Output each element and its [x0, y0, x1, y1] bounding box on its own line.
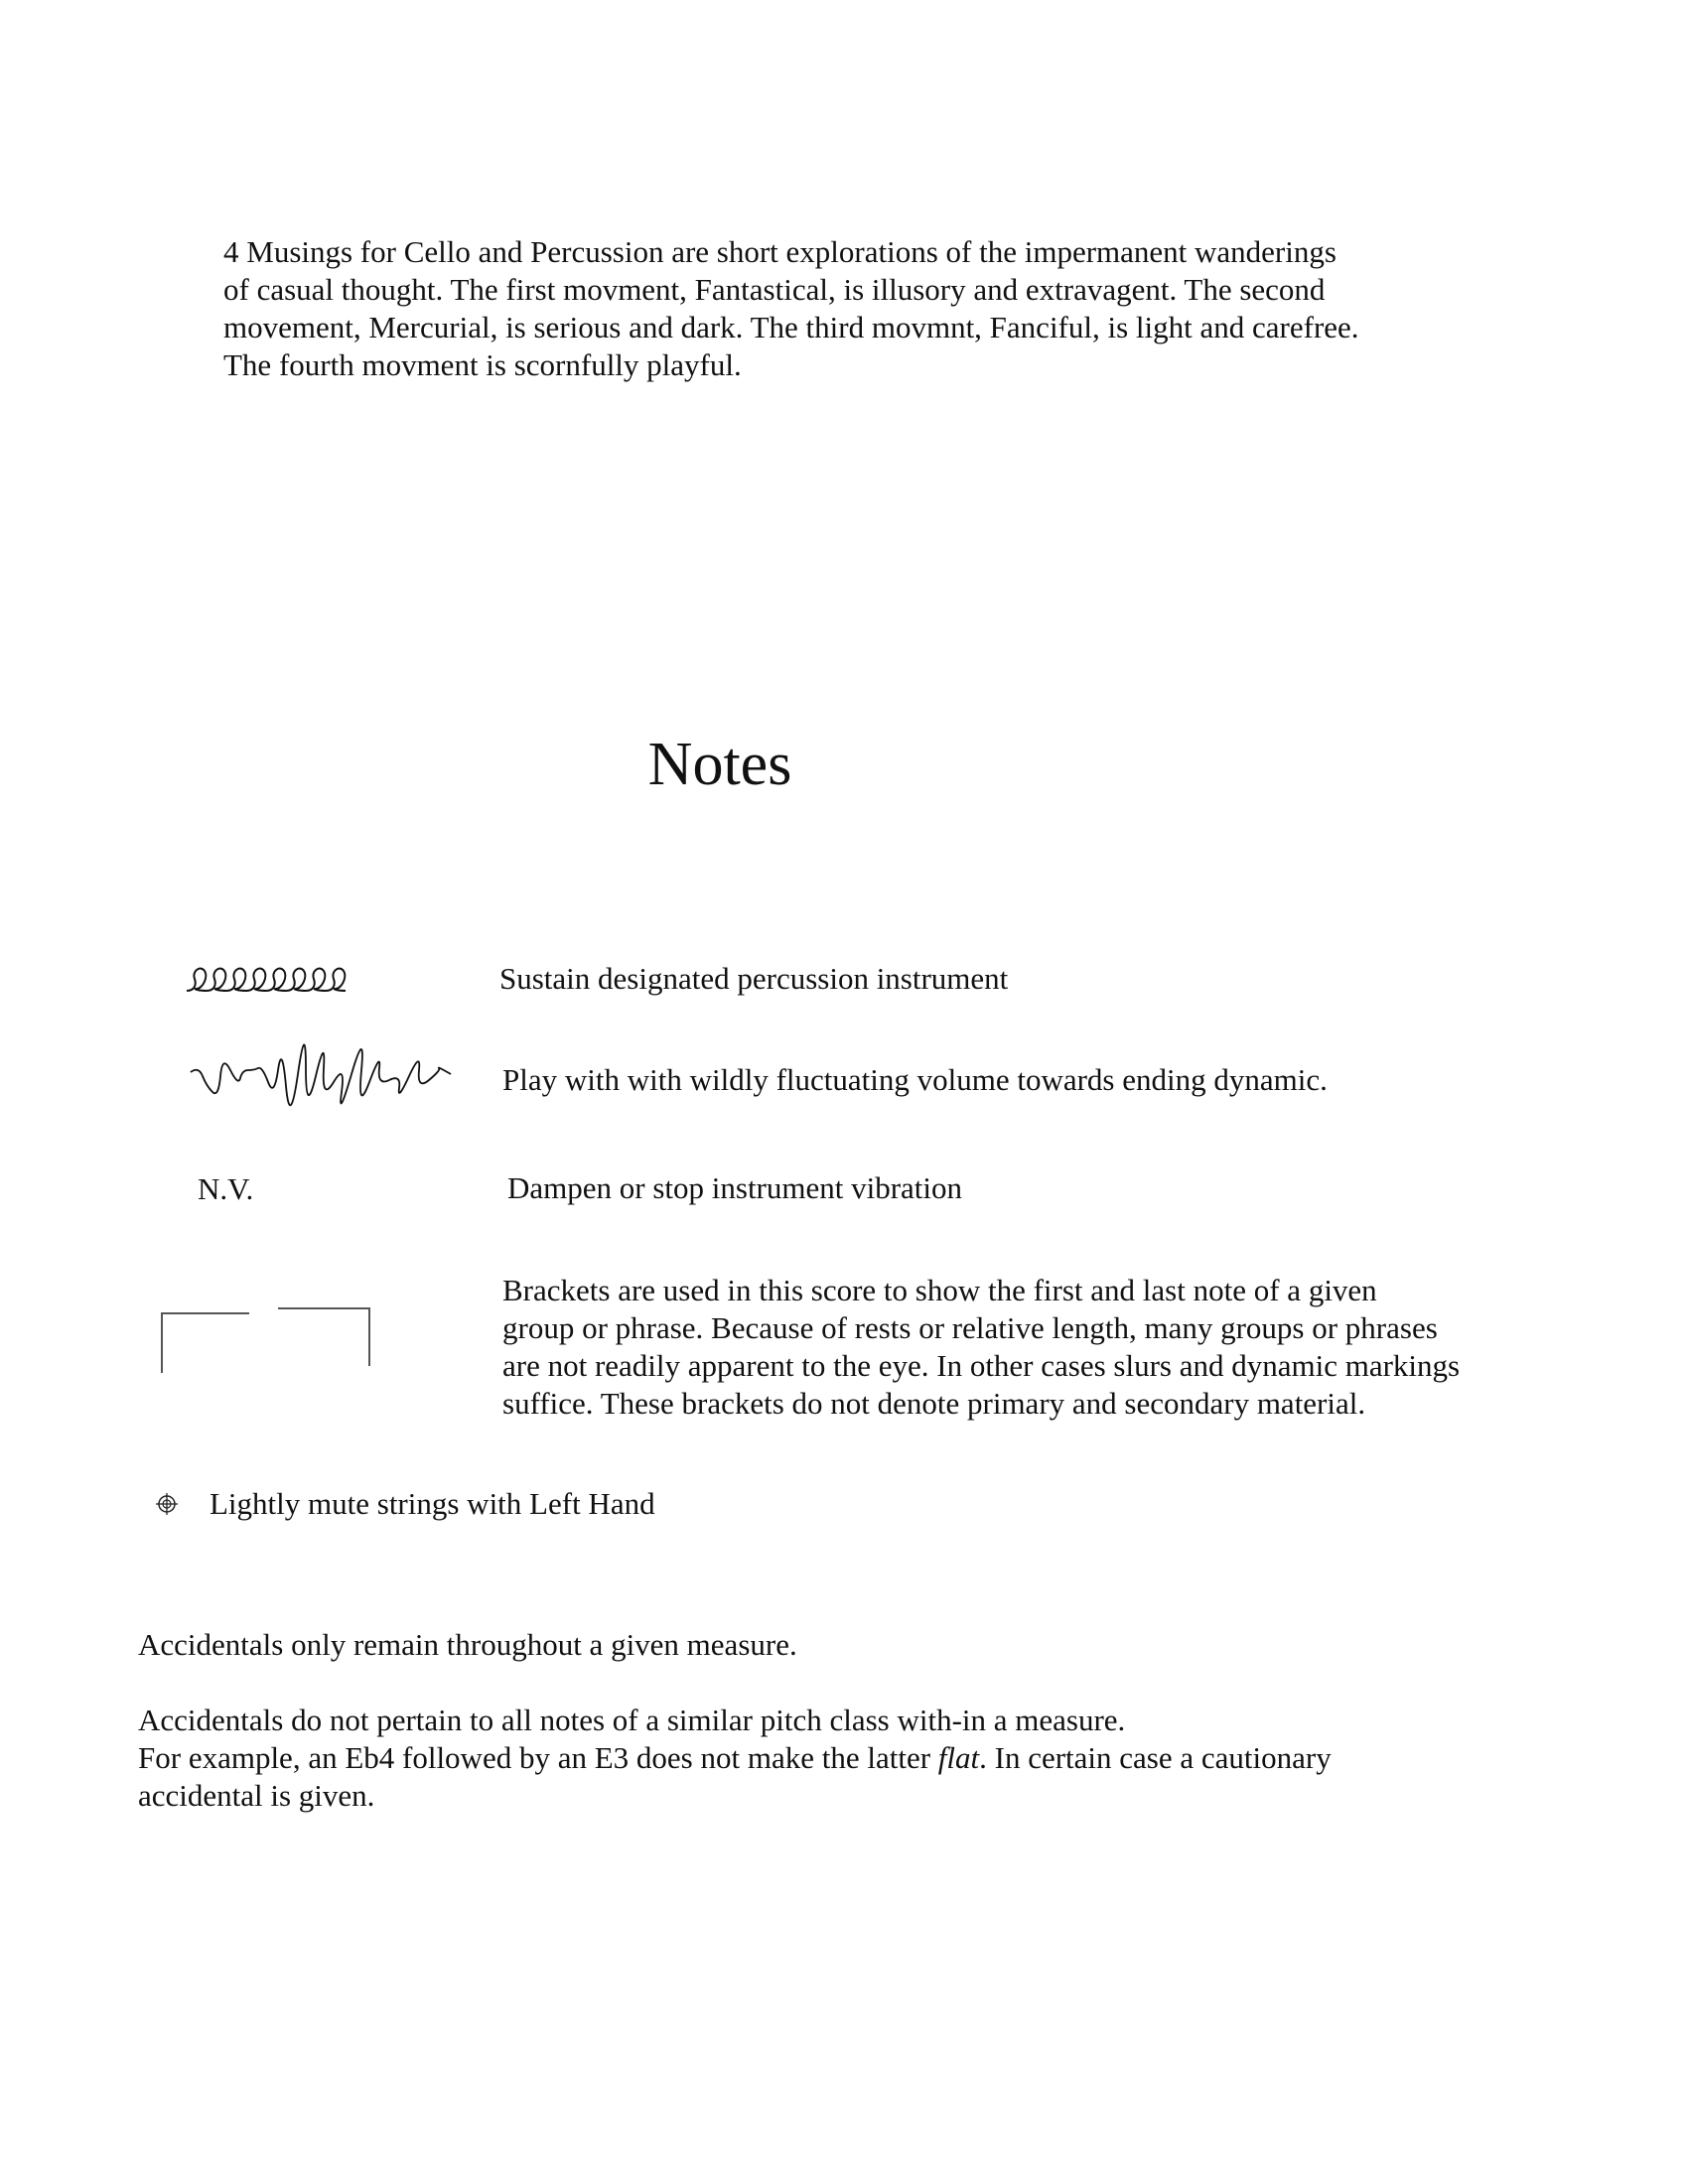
- nv-symbol: N.V.: [198, 1171, 254, 1206]
- accidentals-line: Accidentals do not pertain to all notes of a similar pitch class with-in a measure.: [138, 1703, 1126, 1737]
- brackets-line: Brackets are used in this score to show the first and last note of a given: [502, 1273, 1377, 1307]
- brackets-line: are not readily apparent to the eye. In other cases slurs and dynamic markings: [502, 1348, 1461, 1383]
- nv-description: Dampen or stop instrument vibration: [507, 1170, 963, 1205]
- brackets-line: suffice. These brackets do not denote primary and secondary material.: [502, 1386, 1366, 1421]
- brackets-line: group or phrase. Because of rests or relative length, many groups or phrases: [502, 1310, 1438, 1345]
- accidentals-line: Accidentals only remain throughout a given measure.: [138, 1627, 797, 1662]
- fluctuating-description: Play with with wildly fluctuating volume towards ending dynamic.: [502, 1062, 1328, 1097]
- accidentals-text: . In certain case a cautionary: [979, 1740, 1332, 1775]
- mute-crosshair-icon: [155, 1492, 179, 1516]
- notes-title: Notes: [647, 731, 792, 798]
- fluctuating-wave-icon: [191, 1062, 451, 1098]
- sustain-description: Sustain designated percussion instrument: [499, 961, 1009, 996]
- bracket-start-icon: [161, 1310, 250, 1374]
- accidentals-line: [138, 1739, 1332, 1777]
- mute-description: Lightly mute strings with Left Hand: [210, 1486, 655, 1521]
- intro-line: movement, Mercurial, is serious and dark. The third movmnt, Fanciful, is light and carefree.: [223, 310, 1359, 344]
- accidentals-line: accidental is given.: [138, 1778, 375, 1813]
- intro-line: of casual thought. The first movment, Fantastical, is illusory and extravagent. The second: [223, 272, 1326, 307]
- accidentals-text: For example, an Eb4 followed by an E3 does not make the latter: [138, 1740, 938, 1775]
- intro-line: The fourth movment is scornfully playful.: [223, 347, 742, 382]
- sustain-loop-icon: [187, 963, 348, 995]
- bracket-end-icon: [278, 1306, 371, 1368]
- accidentals-emphasis: flat: [937, 1740, 980, 1775]
- intro-line: 4 Musings for Cello and Percussion are short explorations of the impermanent wanderings: [223, 234, 1336, 269]
